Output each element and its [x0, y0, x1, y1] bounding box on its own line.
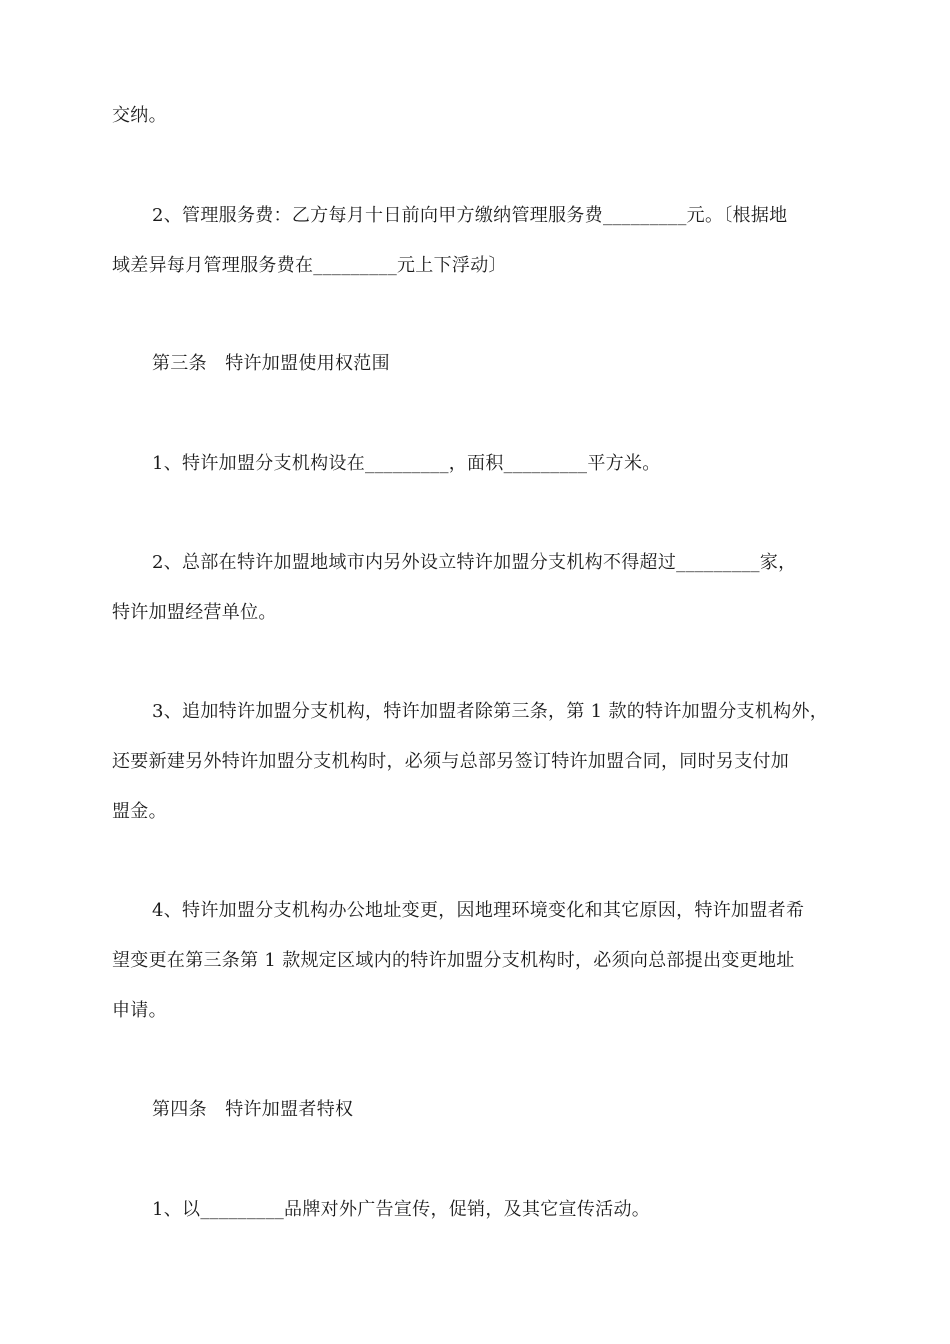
article-3-item-2-cont: 特许加盟经营单位。	[112, 602, 277, 623]
article-3-item-4-cont-1: 望变更在第三条第 1 款规定区域内的特许加盟分支机构时，必须向总部提出变更地址	[112, 950, 795, 971]
article-4-heading: 第四条 特许加盟者特权	[152, 1099, 354, 1120]
text-line-continuation: 交纳。	[112, 105, 167, 126]
article-3-item-3-cont-2: 盟金。	[112, 801, 167, 822]
article-3-item-1: 1、特许加盟分支机构设在_________，面积_________平方米。	[152, 453, 661, 474]
article-3-item-3: 3、追加特许加盟分支机构，特许加盟者除第三条，第 1 款的特许加盟分支机构外，	[152, 701, 829, 722]
article-3-heading: 第三条 特许加盟使用权范围	[152, 353, 390, 374]
article-3-item-4-cont-2: 申请。	[112, 1000, 167, 1021]
article-4-item-1: 1、以_________品牌对外广告宣传，促销，及其它宣传活动。	[152, 1199, 651, 1220]
article-3-item-2: 2、总部在特许加盟地域市内另外设立特许加盟分支机构不得超过_________家，	[152, 552, 797, 573]
article-3-item-4: 4、特许加盟分支机构办公地址变更，因地理环境变化和其它原因，特许加盟者希	[152, 900, 805, 921]
article-3-item-3-cont-1: 还要新建另外特许加盟分支机构时，必须与总部另签订特许加盟合同，同时另支付加	[112, 751, 790, 772]
clause-2-management-fee: 2、管理服务费：乙方每月十日前向甲方缴纳管理服务费_________元。〔根据地	[152, 205, 788, 226]
clause-2-management-fee-cont: 域差异每月管理服务费在_________元上下浮动〕	[112, 255, 507, 276]
